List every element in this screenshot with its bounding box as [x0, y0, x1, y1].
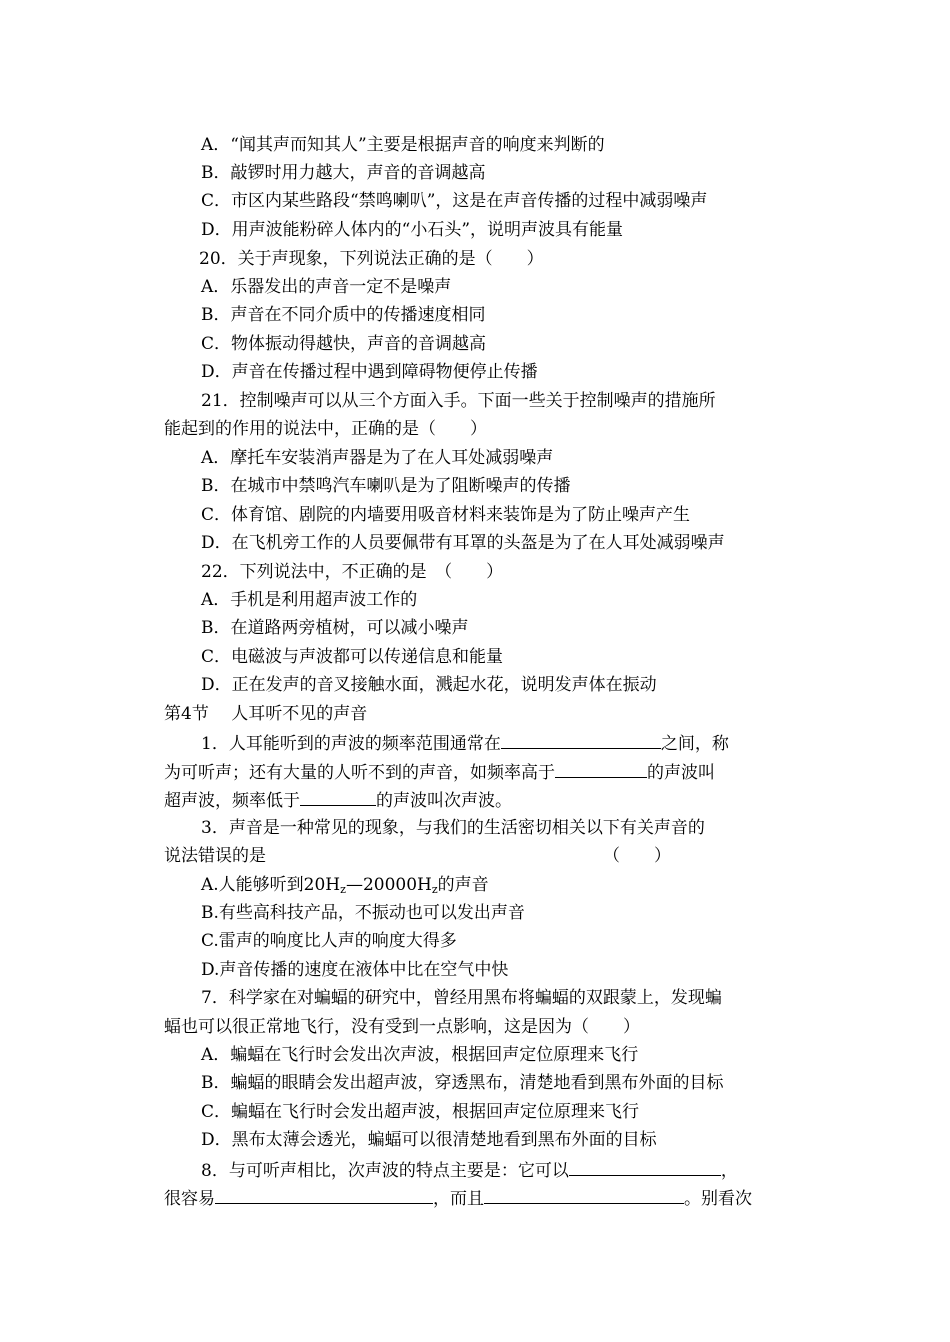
option-21a: A．摩托车安装消声器是为了在人耳处减弱噪声 [201, 448, 554, 468]
option-21c: C．体育馆、剧院的内墙要用吸音材料来装饰是为了防止噪声产生 [201, 505, 691, 525]
question-1-line2 [164, 759, 715, 785]
question-7-line1: 7．科学家在对蝙蝠的研究中，曾经用黑布将蝙蝠的双跟蒙上，发现蝙 [201, 988, 722, 1008]
question-1-text-end: 之间，称 [660, 734, 729, 754]
question-8-text-end: 。别看次 [684, 1189, 752, 1209]
option-22c: C．电磁波与声波都可以传递信息和能量 [201, 647, 504, 667]
option-19b: B．敲锣时用力越大，声音的音调越高 [201, 163, 486, 183]
unit-subscript: z [340, 883, 346, 896]
option-22a: A．手机是利用超声波工作的 [201, 590, 418, 610]
option-21b: B．在城市中禁鸣汽车喇叭是为了阻断噪声的传播 [201, 476, 571, 496]
question-8-text: 很容易 [164, 1189, 215, 1209]
answer-paren: （ ） [603, 846, 671, 866]
option-19c: C．市区内某些路段“禁鸣喇叭”，这是在声音传播的过程中减弱噪声 [201, 191, 708, 211]
question-1-text: 为可听声；还有大量的人听不到的声音，如频率高于 [164, 763, 555, 783]
answer-blank[interactable] [300, 787, 376, 806]
question-22: 22．下列说法中，不正确的是 （ ） [201, 562, 504, 582]
option-3a-text: A.人能够听到20H [201, 875, 341, 895]
option-20c: C．物体振动得越快，声音的音调越高 [201, 334, 487, 354]
option-20a: A．乐器发出的声音一定不是噪声 [201, 277, 452, 297]
option-22d: D．正在发声的音叉接触水面，溅起水花，说明发声体在振动 [201, 675, 657, 695]
question-8-text-end: ， [720, 1161, 738, 1181]
answer-blank[interactable] [484, 1185, 684, 1204]
question-1-line3 [164, 787, 512, 813]
option-21d: D．在飞机旁工作的人员要佩带有耳罩的头盔是为了在人耳处减弱噪声 [201, 533, 725, 553]
option-19a: A．“闻其声而知其人”主要是根据声音的响度来判断的 [201, 135, 605, 155]
option-3d: D.声音传播的速度在液体中比在空气中快 [201, 960, 509, 980]
question-8-line1 [201, 1157, 738, 1183]
question-3-line1: 3．声音是一种常见的现象，与我们的生活密切相关以下有关声音的 [201, 818, 705, 838]
question-21-line2: 能起到的作用的说法中，正确的是（ ） [164, 419, 487, 439]
option-7d: D．黑布太薄会透光，蝙蝠可以很清楚地看到黑布外面的目标 [201, 1130, 657, 1150]
question-1-text-end: 的声波叫次声波。 [376, 791, 512, 811]
question-1-line1 [201, 730, 729, 756]
option-3a [201, 873, 489, 902]
question-1-text: 超声波，频率低于 [164, 791, 300, 811]
question-20: 20．关于声现象，下列说法正确的是（ ） [199, 249, 544, 269]
option-7c: C．蝙蝠在飞行时会发出超声波，根据回声定位原理来飞行 [201, 1102, 640, 1122]
answer-blank[interactable] [501, 730, 661, 749]
option-19d: D．用声波能粉碎人体内的“小石头”，说明声波具有能量 [201, 220, 624, 240]
question-3-line2: 说法错误的是 [164, 846, 266, 866]
option-3a-text-end: 的声音 [437, 875, 489, 895]
option-7b: B．蝙蝠的眼睛会发出超声波，穿透黑布，清楚地看到黑布外面的目标 [201, 1073, 724, 1093]
question-8-text: 8．与可听声相比，次声波的特点主要是：它可以 [201, 1161, 569, 1181]
question-1-text-end: 的声波叫 [647, 763, 715, 783]
question-7-line2: 蝠也可以很正常地飞行，没有受到一点影响，这是因为（ ） [164, 1017, 640, 1037]
question-8-text: ，而且 [433, 1189, 484, 1209]
option-3c: C.雷声的响度比人声的响度大得多 [201, 931, 457, 951]
option-20b: B．声音在不同介质中的传播速度相同 [201, 305, 486, 325]
answer-blank[interactable] [555, 759, 647, 778]
section-heading: 第4节 人耳听不见的声音 [164, 704, 368, 724]
option-3a-text: —20000H [345, 875, 432, 895]
unit-subscript: z [431, 883, 438, 896]
option-22b: B．在道路两旁植树，可以减小噪声 [201, 618, 469, 638]
answer-blank[interactable] [569, 1157, 721, 1176]
option-3b: B.有些高科技产品，不振动也可以发出声音 [201, 903, 525, 923]
answer-blank[interactable] [215, 1185, 433, 1204]
question-21-line1: 21．控制噪声可以从三个方面入手。下面一些关于控制噪声的措施所 [201, 391, 716, 411]
option-7a: A．蝙蝠在飞行时会发出次声波，根据回声定位原理来飞行 [201, 1045, 639, 1065]
option-20d: D．声音在传播过程中遇到障碍物便停止传播 [201, 362, 538, 382]
question-1-text: 1．人耳能听到的声波的频率范围通常在 [201, 734, 501, 754]
question-8-line2 [164, 1185, 752, 1211]
